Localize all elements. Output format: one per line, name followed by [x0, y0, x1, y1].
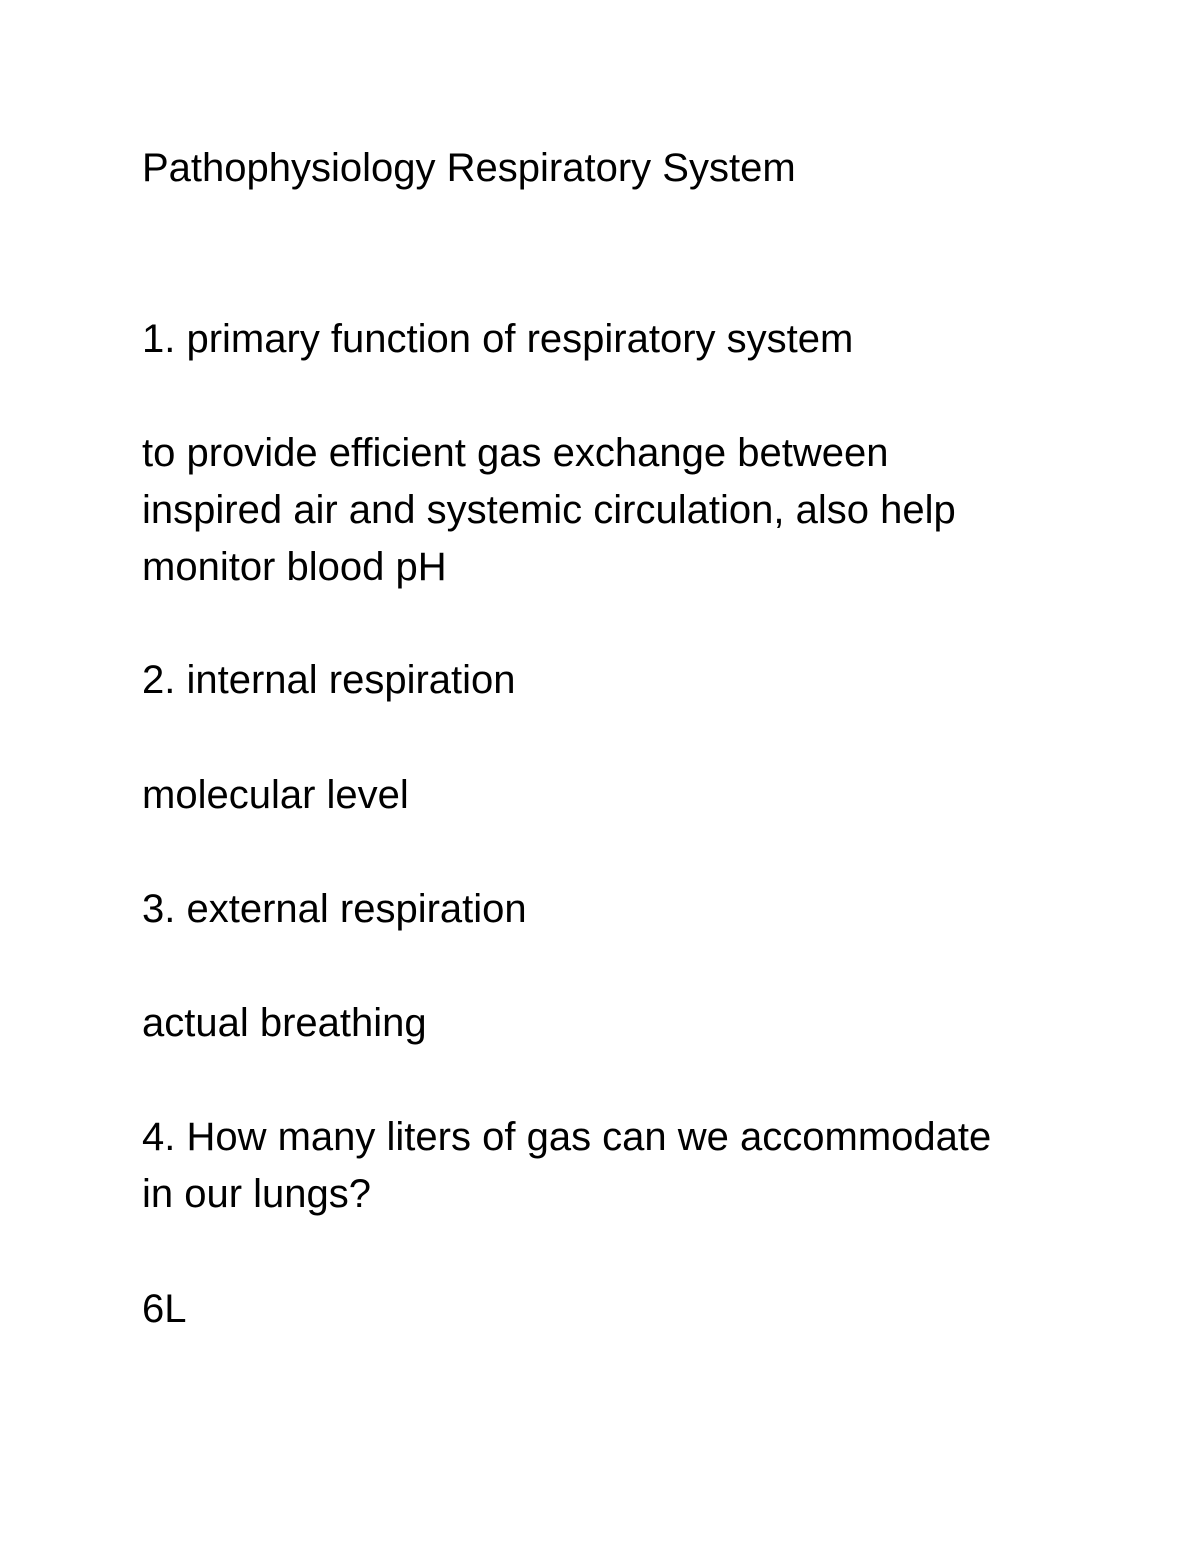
question-1: 1. primary function of respiratory system [142, 317, 854, 361]
question-4-line: in our lungs? [142, 1172, 372, 1216]
question-3: 3. external respiration [142, 887, 527, 931]
answer-4: 6L [142, 1287, 187, 1331]
answer-3: actual breathing [142, 1001, 427, 1045]
question-2: 2. internal respiration [142, 658, 516, 702]
answer-1-line: inspired air and systemic circulation, also help [142, 488, 956, 532]
answer-1-line: monitor blood pH [142, 545, 447, 589]
question-4 [142, 1109, 991, 1223]
question-4-line: 4. How many liters of gas can we accommodate [142, 1115, 992, 1159]
answer-1 [142, 425, 956, 596]
answer-1-line: to provide efficient gas exchange between [142, 431, 889, 475]
document-title: Pathophysiology Respiratory System [142, 146, 796, 190]
answer-2: molecular level [142, 773, 409, 817]
